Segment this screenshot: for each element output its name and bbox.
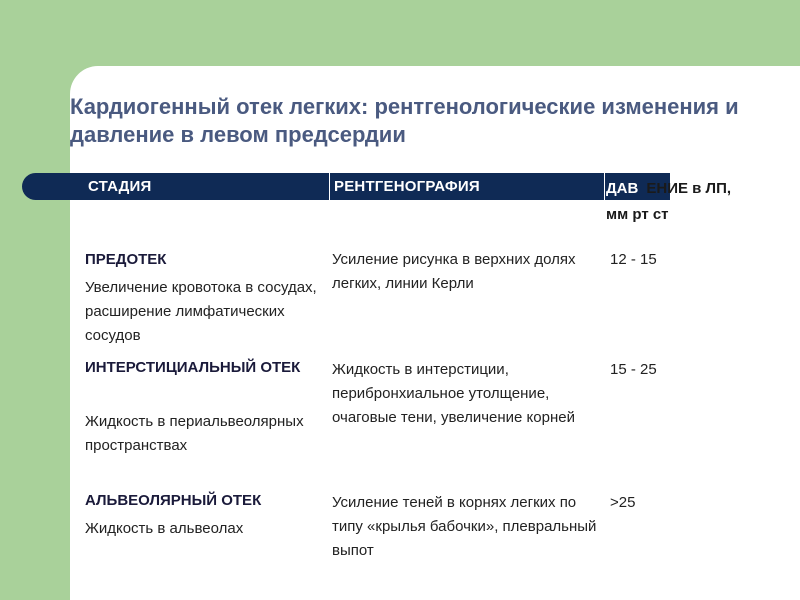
header-separator: [329, 173, 330, 200]
row-1-stage-desc: Увеличение кровотока в сосудах, расширение лимфатических сосудов: [85, 279, 317, 344]
row-1-stage-name: ПРЕДОТЕК: [85, 251, 167, 268]
row-3-stage-name: АЛЬВЕОЛЯРНЫЙ ОТЕК: [85, 492, 262, 509]
header-pressure: [606, 176, 796, 228]
header-xray: РЕНТГЕНОГРАФИЯ: [334, 178, 480, 195]
header-pressure-part1: ДАВ: [606, 180, 639, 197]
slide-title: Кардиогенный отек легких: рентгенологические изменения и давление в левом предсердии: [70, 94, 739, 147]
row-2-stage-name: ИНТЕРСТИЦИАЛЬНЫЙ ОТЕК: [85, 359, 301, 376]
header-stage: СТАДИЯ: [88, 178, 152, 195]
row-2-xray: Жидкость в интерстиции, перибронхиальное утолщение, очаговые тени, увеличение корней: [332, 361, 575, 426]
row-3-stage-desc: Жидкость в альвеолах: [85, 520, 244, 537]
row-2-pressure: 15 - 25: [610, 361, 657, 378]
header-pressure-part2: ЕНИЕ в ЛП,: [646, 180, 732, 197]
row-2-stage-desc: Жидкость в периальвеолярных пространствах: [85, 413, 304, 454]
header-separator: [604, 173, 605, 200]
row-1-xray: Усиление рисунка в верхних долях легких, линии Керли: [332, 251, 576, 292]
row-3-xray: Усиление теней в корнях легких по типу «крылья бабочки», плевральный выпот: [332, 494, 597, 559]
row-3-pressure: >25: [610, 494, 636, 511]
header-pressure-part3: мм рт ст: [606, 206, 669, 223]
row-1-pressure: 12 - 15: [610, 251, 657, 268]
